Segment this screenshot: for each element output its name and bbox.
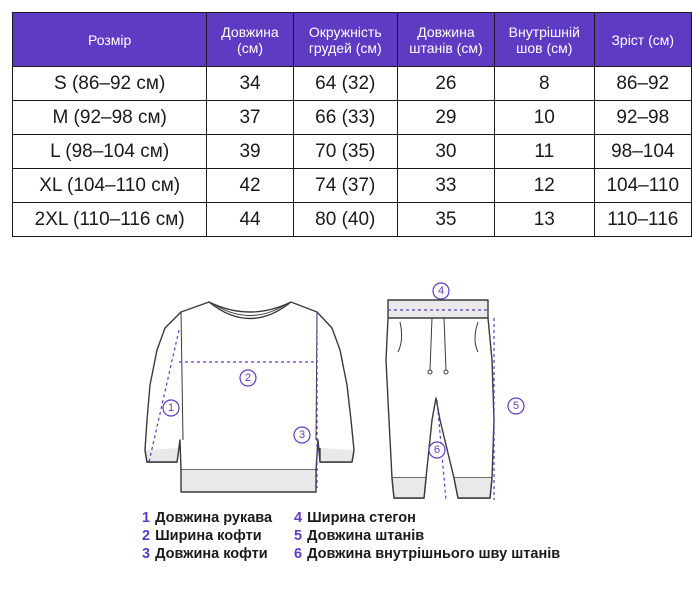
header-chest: Окружність грудей (см) [293,13,397,67]
cell-chest: 70 (35) [293,135,397,169]
cell-pants-length: 35 [397,203,494,237]
cell-height: 110–116 [594,203,691,237]
legend-number: 1 [142,510,151,526]
marker-6-label: 6 [433,444,441,456]
legend-column-1 [142,509,272,563]
cell-size: S (86–92 см) [13,67,207,101]
cell-height: 104–110 [594,169,691,203]
table-row [13,169,692,203]
cell-chest: 74 (37) [293,169,397,203]
size-chart-table [12,12,692,237]
header-pants-length: Довжина штанів (см) [397,13,494,67]
sweatshirt-illustration [145,302,354,492]
cell-length: 44 [207,203,293,237]
cell-pants-length: 26 [397,67,494,101]
cell-inseam: 10 [495,101,594,135]
legend-item [294,545,560,563]
cell-length: 42 [207,169,293,203]
cell-size: 2XL (110–116 см) [13,203,207,237]
cell-size: M (92–98 см) [13,101,207,135]
marker-1-label: 1 [167,402,175,414]
cell-size: L (98–104 см) [13,135,207,169]
legend-number: 2 [142,528,151,544]
legend-label: Довжина внутрішнього шву штанів [307,546,561,562]
legend-column-2 [294,509,560,563]
legend-item [294,509,560,527]
garment-measurement-diagram [0,268,692,506]
legend-label: Довжина рукава [155,510,273,526]
legend-item [142,545,272,563]
cell-chest: 66 (33) [293,101,397,135]
legend-item [142,509,272,527]
cell-height: 86–92 [594,67,691,101]
legend-number: 3 [142,546,151,562]
header-length: Довжина (см) [207,13,293,67]
legend-label: Довжина кофти [155,546,268,562]
legend-label: Ширина стегон [307,510,416,526]
cell-length: 39 [207,135,293,169]
legend-number: 6 [294,546,303,562]
cell-pants-length: 30 [397,135,494,169]
table-row [13,203,692,237]
legend-item [142,527,272,545]
marker-4-label: 4 [437,285,445,297]
table-header-row [13,13,692,67]
marker-3-label: 3 [298,429,306,441]
cell-length: 34 [207,67,293,101]
header-inseam: Внутрішній шов (см) [495,13,594,67]
table-row [13,135,692,169]
legend-item [294,527,560,545]
pants-measure-lines [388,310,494,500]
cell-inseam: 8 [495,67,594,101]
cell-chest: 64 (32) [293,67,397,101]
cell-inseam: 11 [495,135,594,169]
header-size: Розмір [13,13,207,67]
cell-pants-length: 29 [397,101,494,135]
marker-2-label: 2 [244,372,252,384]
cell-length: 37 [207,101,293,135]
legend-label: Довжина штанів [307,528,425,544]
cell-size: XL (104–110 см) [13,169,207,203]
cell-inseam: 12 [495,169,594,203]
marker-5-label: 5 [512,400,520,412]
header-height: Зріст (см) [594,13,691,67]
legend-number: 5 [294,528,303,544]
pants-illustration [386,300,494,498]
legend-label: Ширина кофти [155,528,262,544]
cell-height: 98–104 [594,135,691,169]
legend-number: 4 [294,510,303,526]
cell-chest: 80 (40) [293,203,397,237]
cell-pants-length: 33 [397,169,494,203]
cell-inseam: 13 [495,203,594,237]
table-row [13,101,692,135]
cell-height: 92–98 [594,101,691,135]
table-row [13,67,692,101]
